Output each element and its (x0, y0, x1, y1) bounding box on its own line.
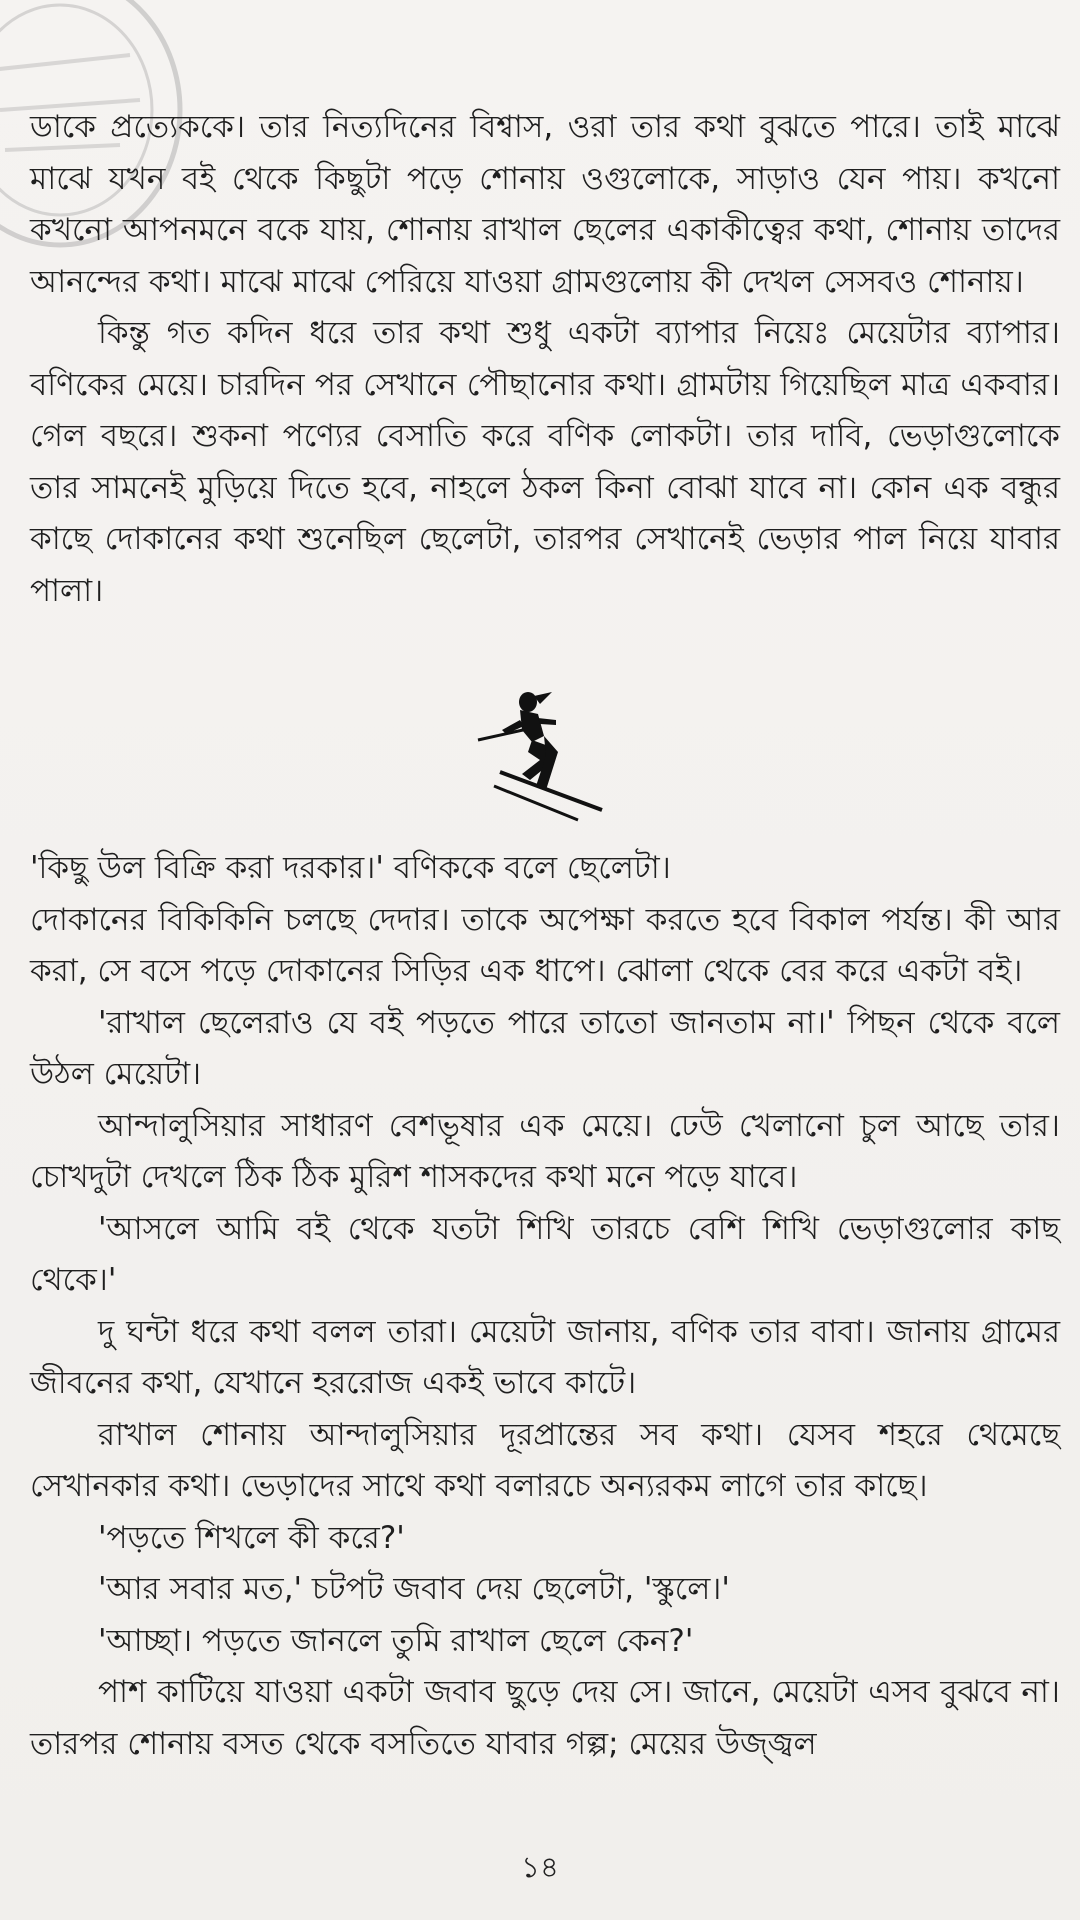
bottom-text-block (30, 843, 1060, 1770)
paragraph: রাখাল শোনায় আন্দালুসিয়ার দূরপ্রান্তের সব কথা। যেসব শহরে থেমেছে সেখানকার কথা। ভেড়াদের সাথে কথা বলারচে অন্যরকম লাগে তার কাছে। (30, 1416, 1060, 1504)
paragraph: দু ঘন্টা ধরে কথা বলল তারা। মেয়েটা জানায়, বণিক তার বাবা। জানায় গ্রামের জীবনের কথা, যেখানে হররোজ একই ভাবে কাটে। (30, 1313, 1060, 1401)
paragraph: 'আর সবার মত,' চটপট জবাব দেয় ছেলেটা, 'স্কুলে।' (98, 1571, 730, 1607)
paragraph: 'রাখাল ছেলেরাও যে বই পড়তে পারে তাতো জানতাম না।' পিছন থেকে বলে উঠল মেয়েটা। (30, 1004, 1060, 1092)
paragraph: কিন্তু গত কদিন ধরে তার কথা শুধু একটা ব্যাপার নিয়েঃ মেয়েটার ব্যাপার। বণিকের মেয়ে। চারদিন পর সেখানে পৌছানোর কথা। গ্রামটায় গিয়েছিল মাত্র একবার। গেল বছরে। শুকনা পণ্যের বেসাতি করে বণিক লোকটা। তার দাবি, ভেড়াগুলোকে তার সামনেই মুড়িয়ে দিতে হবে, নাহলে ঠকল কিনা বোঝা যাবে না। কোন এক বন্ধুর কাছে দোকানের কথা শুনেছিল ছেলেটা, তারপর সেখানেই ভেড়ার পাল নিয়ে যাবার পালা। (30, 315, 1060, 609)
skier-ornament-icon (472, 690, 612, 825)
paragraph: ডাকে প্রত্যেককে। তার নিত্যদিনের বিশ্বাস, ওরা তার কথা বুঝতে পারে। তাই মাঝে মাঝে যখন বই থেকে কিছুটা পড়ে শোনায় ওগুলোকে, সাড়াও যেন পায়। কখনো কখনো আপনমনে বকে যায়, শোনায় রাখাল ছেলের একাকীত্বের কথা, শোনায় তাদের আনন্দের কথা। মাঝে মাঝে পেরিয়ে যাওয়া গ্রামগুলোয় কী দেখল সেসবও শোনায়। (30, 109, 1060, 300)
page-number: ১৪ (521, 1850, 559, 1884)
paragraph: 'আসলে আমি বই থেকে যতটা শিখি তারচে বেশি শিখি ভেড়াগুলোর কাছ থেকে।' (30, 1210, 1060, 1298)
paragraph: 'আচ্ছা। পড়তে জানলে তুমি রাখাল ছেলে কেন?' (98, 1622, 694, 1659)
paragraph: 'পড়তে শিখলে কী করে?' (98, 1519, 405, 1556)
paragraph: দোকানের বিকিকিনি চলছে দেদার। তাকে অপেক্ষা করতে হবে বিকাল পর্যন্ত। কী আর করা, সে বসে পড়ে দোকানের সিড়ির এক ধাপে। ঝোলা থেকে বের করে একটা বই। (30, 901, 1060, 989)
paragraph: 'কিছু উল বিক্রি করা দরকার।' বণিককে বলে ছেলেটা। (30, 850, 671, 886)
paragraph: পাশ কাটিয়ে যাওয়া একটা জবাব ছুড়ে দেয় সে। জানে, মেয়েটা এসব বুঝবে না। তারপর শোনায় বসত থেকে বসতিতে যাবার গল্প; মেয়ের উজ্জ্বল (30, 1674, 1060, 1762)
paragraph: আন্দালুসিয়ার সাধারণ বেশভূষার এক মেয়ে। ঢেউ খেলানো চুল আছে তার। চোখদুটা দেখলে ঠিক ঠিক মুরিশ শাসকদের কথা মনে পড়ে যাবে। (30, 1107, 1060, 1195)
top-text-block (30, 102, 1060, 617)
